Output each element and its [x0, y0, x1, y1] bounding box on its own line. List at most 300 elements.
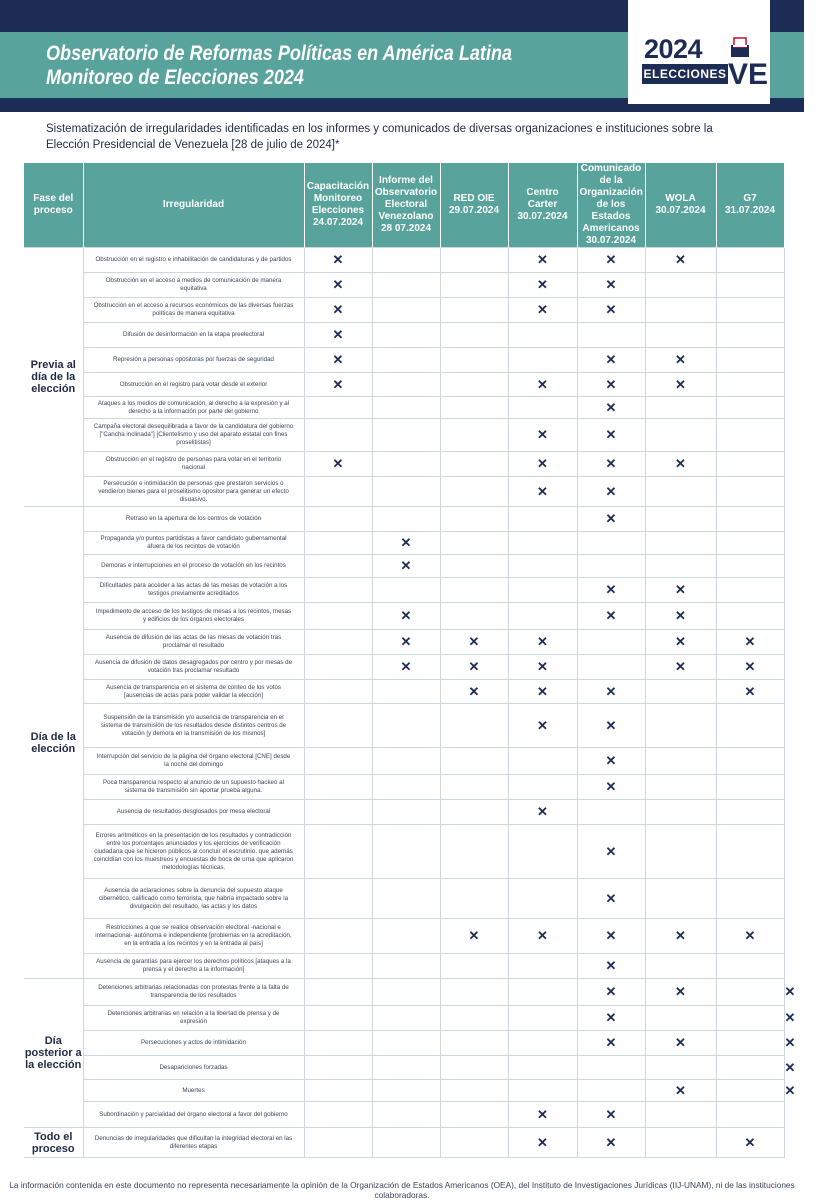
empty-cell: [440, 954, 508, 979]
x-mark-icon: ✕: [577, 979, 645, 1006]
empty-cell: [372, 800, 440, 825]
empty-cell: [508, 578, 577, 603]
empty-cell: [372, 507, 440, 532]
empty-cell: [372, 1128, 440, 1158]
empty-cell: [372, 1080, 440, 1102]
empty-cell: [716, 477, 784, 507]
empty-cell: [716, 532, 784, 555]
empty-cell: [304, 748, 372, 775]
x-mark-icon: ✕: [304, 273, 372, 298]
empty-cell: [372, 879, 440, 919]
empty-cell: [440, 775, 508, 800]
empty-cell: [372, 775, 440, 800]
empty-cell: [577, 630, 645, 655]
x-mark-icon: ✕: [577, 419, 645, 452]
x-mark-icon: ✕: [645, 348, 716, 373]
empty-cell: [577, 1080, 645, 1102]
x-mark-icon: ✕: [508, 452, 577, 477]
empty-cell: [440, 323, 508, 348]
x-mark-icon: ✕: [577, 879, 645, 919]
table-row: [24, 655, 784, 680]
x-mark-icon: ✕: [508, 477, 577, 507]
footer-disclaimer: La información contenida en este documento no representa necesariamente la opinión de la Organización de Estados Americanos (OEA), del Instituto de Investigaciones Jurídicas (IIJ-UNAM), ni de las instituciones colaboradoras.: [9, 1180, 795, 1200]
empty-cell: [645, 879, 716, 919]
x-mark-icon: ✕: [577, 603, 645, 630]
empty-cell: [508, 825, 577, 879]
empty-cell: [440, 452, 508, 477]
x-mark-icon: ✕: [508, 919, 577, 954]
irregularity-text: Ausencia de transparencia en el sistema de conteo de los votos [ausencias de actas para poder validar la elección]: [83, 680, 304, 704]
empty-cell: [440, 298, 508, 323]
empty-cell: [645, 704, 716, 748]
empty-cell: [716, 452, 784, 477]
empty-cell: [440, 248, 508, 273]
irregularity-text: Impedimento de acceso de los testigos de mesas a los recintos, mesas y edificios de los órganos electorales: [83, 603, 304, 630]
x-mark-icon: ✕: [304, 348, 372, 373]
empty-cell: [440, 1102, 508, 1128]
phase-label: Día de la elección: [24, 507, 83, 979]
x-mark-icon: ✕: [577, 1128, 645, 1158]
empty-cell: [577, 555, 645, 578]
header-source-2: Informe del Observatorio Electoral Venezolano 28 07.2024: [372, 163, 440, 248]
irregularity-text: Obstrucción en el registro para votar desde el exterior: [83, 373, 304, 397]
irregularity-text: Propaganda y/o puntos partidistas a favor candidato gubernamental afuera de los recintos de votación: [83, 532, 304, 555]
phase-label: Previa al día de la elección: [24, 248, 83, 507]
empty-cell: [716, 248, 784, 273]
irregularity-text: Represión a personas opositoras por fuerzas de seguridad: [83, 348, 304, 373]
x-mark-icon: ✕: [440, 655, 508, 680]
empty-cell: [716, 954, 784, 979]
empty-cell: [716, 507, 784, 532]
empty-cell: [304, 1056, 372, 1080]
empty-cell: [508, 555, 577, 578]
empty-cell: [508, 507, 577, 532]
empty-cell: [716, 578, 784, 603]
empty-cell: [716, 748, 784, 775]
empty-cell: [645, 1128, 716, 1158]
empty-cell: [645, 1056, 716, 1080]
empty-cell: [716, 1056, 784, 1080]
empty-cell: [372, 397, 440, 419]
irregularity-text: Desapariciones forzadas: [83, 1056, 304, 1080]
table-row: [24, 298, 784, 323]
irregularities-table-wrap: [24, 163, 839, 1158]
x-mark-icon: ✕: [645, 578, 716, 603]
document-subtitle: Sistematización de irregularidades identificadas en los informes y comunicados de diversas organizaciones e instituciones sobre la Elección Presidencial de Venezuela [28 de julio de 2024]*: [46, 123, 713, 151]
x-mark-icon: ✕: [645, 1080, 716, 1102]
empty-cell: [645, 532, 716, 555]
x-mark-icon: ✕: [577, 507, 645, 532]
empty-cell: [440, 1031, 508, 1056]
empty-cell: [645, 775, 716, 800]
x-mark-icon: ✕: [304, 298, 372, 323]
empty-cell: [440, 373, 508, 397]
table-row: [24, 1128, 784, 1158]
empty-cell: [508, 775, 577, 800]
table-row: [24, 704, 784, 748]
empty-cell: [716, 348, 784, 373]
empty-cell: [440, 1056, 508, 1080]
table-row: [24, 954, 784, 979]
empty-cell: [508, 397, 577, 419]
irregularity-text: Ausencia de aclaraciones sobre la denuncia del supuesto ataque cibernético, calificado como terrorista, que habría impactado sobre la divulgación del resultado, las actas y los datos: [83, 879, 304, 919]
x-mark-icon: ✕: [577, 397, 645, 419]
x-mark-icon: ✕: [508, 419, 577, 452]
empty-cell: [508, 532, 577, 555]
empty-cell: [440, 578, 508, 603]
empty-cell: [645, 825, 716, 879]
irregularity-text: Obstrucción en el acceso a medios de comunicación de manera equitativa: [83, 273, 304, 298]
table-row: Día posterior a la elección Detenciones arbitrarias relacionadas con protestas frente a la falta de transparencia de los resultados ✕ ✕ ✕: [24, 979, 784, 1006]
empty-cell: [716, 397, 784, 419]
header-source-4: Centro Carter 30.07.2024: [508, 163, 577, 248]
irregularity-text: Obstrucción en el registro de personas para votar en el territorio nacional: [83, 452, 304, 477]
empty-cell: [372, 452, 440, 477]
empty-cell: [645, 555, 716, 578]
x-mark-icon: ✕: [645, 373, 716, 397]
x-mark-icon: ✕: [577, 1031, 645, 1056]
irregularity-text: Ausencia de garantías para ejercer los derechos políticos [ataques a la prensa y el derecho a la información]: [83, 954, 304, 979]
empty-cell: [440, 1080, 508, 1102]
x-mark-icon: ✕: [508, 1128, 577, 1158]
x-mark-icon: ✕: [577, 452, 645, 477]
empty-cell: [645, 1102, 716, 1128]
x-mark-icon: ✕: [508, 373, 577, 397]
empty-cell: [508, 1080, 577, 1102]
empty-cell: [716, 879, 784, 919]
empty-cell: [508, 348, 577, 373]
empty-cell: [645, 507, 716, 532]
irregularity-text: Demoras e interrupciones en el proceso de votación en los recintos: [83, 555, 304, 578]
irregularity-text: Persecuciones y actos de intimidación: [83, 1031, 304, 1056]
x-mark-icon: ✕: [577, 748, 645, 775]
empty-cell: [372, 680, 440, 704]
header-source-5: Comunicado de la Organización de los Estados Americanos 30.07.2024: [577, 163, 645, 248]
table-row: Desapariciones forzadas ✕: [24, 1056, 784, 1080]
x-mark-icon: ✕: [645, 979, 716, 1006]
empty-cell: [372, 419, 440, 452]
x-mark-icon: ✕: [304, 452, 372, 477]
x-mark-icon: ✕: [577, 273, 645, 298]
empty-cell: [304, 507, 372, 532]
empty-cell: [440, 477, 508, 507]
table-row: [24, 452, 784, 477]
x-mark-icon: ✕: [645, 1031, 716, 1056]
empty-cell: [372, 348, 440, 373]
title-line-1: Observatorio de Reformas Políticas en América Latina: [46, 42, 513, 65]
x-mark-icon: ✕: [440, 630, 508, 655]
empty-cell: [372, 919, 440, 954]
empty-cell: [716, 298, 784, 323]
empty-cell: [440, 419, 508, 452]
empty-cell: [440, 800, 508, 825]
table-row: [24, 748, 784, 775]
empty-cell: [508, 748, 577, 775]
empty-cell: [645, 477, 716, 507]
x-mark-icon: ✕: [508, 1102, 577, 1128]
empty-cell: [372, 298, 440, 323]
x-mark-icon: ✕: [577, 825, 645, 879]
empty-cell: [645, 748, 716, 775]
x-mark-icon: ✕: [577, 578, 645, 603]
x-mark-icon: ✕: [716, 919, 784, 954]
empty-cell: [716, 323, 784, 348]
table-row: [24, 348, 784, 373]
irregularity-text: Persecución e intimidación de personas que prestaron servicios o vendieron bienes para el proselitismo opositor para generar un efecto disuasivo.: [83, 477, 304, 507]
empty-cell: [304, 954, 372, 979]
logo-year: 2024: [644, 34, 703, 64]
empty-cell: [372, 1031, 440, 1056]
empty-cell: [508, 603, 577, 630]
empty-cell: [304, 397, 372, 419]
empty-cell: [716, 273, 784, 298]
empty-cell: [440, 979, 508, 1006]
empty-cell: [716, 419, 784, 452]
empty-cell: [440, 555, 508, 578]
empty-cell: [372, 704, 440, 748]
table-row: [24, 397, 784, 419]
header-source-3: RED OIE 29.07.2024: [440, 163, 508, 248]
x-mark-icon: ✕: [645, 655, 716, 680]
irregularity-text: Errores aritméticos en la presentación de los resultados y contradicción entre los porcentajes anunciados y los ejercicios de verificación ciudadana que se hicieron públicos al concluir el escrutinio, que además coincidían con los muestreos y encuestas de boca de urna que aplicaron metodologías técnicas.: [83, 825, 304, 879]
table-row: Detenciones arbitrarias en relación a la libertad de prensa y de expresión ✕ ✕: [24, 1006, 784, 1031]
table-row: [24, 477, 784, 507]
empty-cell: [716, 1006, 784, 1031]
empty-cell: [508, 1056, 577, 1080]
x-mark-icon: ✕: [372, 532, 440, 555]
empty-cell: [716, 373, 784, 397]
table-row: [24, 630, 784, 655]
empty-cell: [645, 397, 716, 419]
empty-cell: [304, 879, 372, 919]
irregularity-text: Muertes: [83, 1080, 304, 1102]
irregularity-text: Detenciones arbitrarias en relación a la libertad de prensa y de expresión: [83, 1006, 304, 1031]
x-mark-icon: ✕: [577, 348, 645, 373]
empty-cell: [372, 979, 440, 1006]
empty-cell: [716, 825, 784, 879]
empty-cell: [508, 1031, 577, 1056]
empty-cell: [372, 578, 440, 603]
empty-cell: [372, 373, 440, 397]
empty-cell: [304, 555, 372, 578]
empty-cell: [304, 1080, 372, 1102]
irregularity-text: Restricciones a que se realice observación electoral -nacional e internacional- autónoma e independiente [problemas en la acreditación, en la entrada a los recintos y en la entrada al país]: [83, 919, 304, 954]
empty-cell: [372, 825, 440, 879]
table-header-row: Fase del proceso Irregularidad Capacitación Monitoreo Elecciones 24.07.2024 Informe del Observatorio Electoral Venezolano 28 07.2024 RED OIE 29.07.2024 Centro Carter 30.07.2024 Comunicado de la Organización de los Estados Americanos 30.07.2024 WOLA 30.07.2024 G7 31.07.2024 Foro Penal 31.07.2024I: [24, 163, 784, 248]
x-mark-icon: ✕: [577, 704, 645, 748]
empty-cell: [645, 419, 716, 452]
empty-cell: [372, 477, 440, 507]
x-mark-icon: ✕: [440, 919, 508, 954]
empty-cell: [372, 748, 440, 775]
empty-cell: [304, 979, 372, 1006]
irregularity-text: Poca transparencia respecto al anuncio de un supuesto hackeo al sistema de transmisión sin aportar prueba alguna.: [83, 775, 304, 800]
x-mark-icon: ✕: [645, 248, 716, 273]
empty-cell: [304, 532, 372, 555]
table-row: [24, 248, 784, 273]
x-mark-icon: ✕: [372, 603, 440, 630]
empty-cell: [304, 1031, 372, 1056]
empty-cell: [304, 630, 372, 655]
table-row: [24, 419, 784, 452]
table-row: [24, 879, 784, 919]
table-row: [24, 800, 784, 825]
empty-cell: [645, 680, 716, 704]
x-mark-icon: ✕: [577, 298, 645, 323]
empty-cell: [508, 979, 577, 1006]
table-row: [24, 775, 784, 800]
x-mark-icon: ✕: [716, 680, 784, 704]
empty-cell: [304, 419, 372, 452]
irregularity-text: Ausencia de difusión de datos desagregados por centro y por mesas de votación tras proclamar resultado: [83, 655, 304, 680]
x-mark-icon: ✕: [645, 452, 716, 477]
irregularity-text: Difusión de desinformación en la etapa preelectoral: [83, 323, 304, 348]
irregularity-text: Campaña electoral desequilibrada a favor de la candidatura del gobierno ["Cancha inclinada"] [Clientelismo y uso del aparato estatal con fines proselitistas]: [83, 419, 304, 452]
empty-cell: [372, 1056, 440, 1080]
empty-cell: [304, 919, 372, 954]
x-mark-icon: ✕: [372, 655, 440, 680]
table-row: Muertes ✕ ✕: [24, 1080, 784, 1102]
empty-cell: [304, 1128, 372, 1158]
irregularity-text: Ausencia de resultados desglosados por mesa electoral: [83, 800, 304, 825]
x-mark-icon: ✕: [440, 680, 508, 704]
x-mark-icon: ✕: [304, 373, 372, 397]
x-mark-icon: ✕: [577, 248, 645, 273]
empty-cell: [716, 704, 784, 748]
empty-cell: [645, 298, 716, 323]
x-mark-icon: ✕: [577, 373, 645, 397]
table-row: [24, 603, 784, 630]
empty-cell: [577, 1056, 645, 1080]
empty-cell: [440, 748, 508, 775]
empty-cell: [577, 323, 645, 348]
empty-cell: [440, 825, 508, 879]
empty-cell: [440, 273, 508, 298]
empty-cell: [440, 1006, 508, 1031]
empty-cell: [440, 603, 508, 630]
x-mark-icon: ✕: [577, 919, 645, 954]
irregularities-table: [24, 163, 839, 1158]
empty-cell: [304, 825, 372, 879]
irregularity-text: Ataques a los medios de comunicación, al derecho a la expresión y al derecho a la información por parte del gobierno: [83, 397, 304, 419]
x-mark-icon: ✕: [508, 273, 577, 298]
irregularity-text: Retraso en la apertura de los centros de votación: [83, 507, 304, 532]
empty-cell: [645, 954, 716, 979]
empty-cell: [716, 555, 784, 578]
x-mark-icon: ✕: [508, 704, 577, 748]
irregularity-text: Detenciones arbitrarias relacionadas con protestas frente a la falta de transparencia de los resultados: [83, 979, 304, 1006]
x-mark-icon: ✕: [508, 680, 577, 704]
table-body: [24, 248, 796, 1158]
table-row: [24, 323, 784, 348]
header-source-6: WOLA 30.07.2024: [645, 163, 716, 248]
empty-cell: [304, 800, 372, 825]
irregularity-text: Interrupción del servicio de la página del órgano electoral [CNE] desde la noche del domingo: [83, 748, 304, 775]
header-phase: Fase del proceso: [24, 163, 83, 248]
empty-cell: [508, 879, 577, 919]
x-mark-icon: ✕: [304, 248, 372, 273]
logo-suffix: VE: [728, 58, 769, 91]
irregularity-text: Obstrucción en el acceso a recursos económicos de las diversas fuerzas políticas de manera equitativa: [83, 298, 304, 323]
page-title: [46, 42, 512, 90]
empty-cell: [304, 1006, 372, 1031]
empty-cell: [304, 603, 372, 630]
table-row: [24, 1102, 784, 1128]
empty-cell: [304, 680, 372, 704]
empty-cell: [440, 704, 508, 748]
empty-cell: [304, 775, 372, 800]
table-row: [24, 578, 784, 603]
empty-cell: [716, 800, 784, 825]
x-mark-icon: ✕: [304, 323, 372, 348]
x-mark-icon: ✕: [716, 630, 784, 655]
empty-cell: [440, 397, 508, 419]
x-mark-icon: ✕: [508, 655, 577, 680]
empty-cell: [372, 1006, 440, 1031]
empty-cell: [372, 323, 440, 348]
x-mark-icon: ✕: [577, 1006, 645, 1031]
irregularity-text: Obstrucción en el registro e inhabilitación de candidaturas y de partidos: [83, 248, 304, 273]
x-mark-icon: ✕: [508, 630, 577, 655]
empty-cell: [304, 578, 372, 603]
x-mark-icon: ✕: [508, 298, 577, 323]
empty-cell: [440, 532, 508, 555]
irregularity-text: Denuncias de irregularidades que dificultan la integridad electoral en las diferentes etapas: [83, 1128, 304, 1158]
empty-cell: [508, 954, 577, 979]
table-row: [24, 532, 784, 555]
table-row: [24, 507, 784, 532]
table-row: [24, 273, 784, 298]
table-row: [24, 373, 784, 397]
empty-cell: [304, 704, 372, 748]
empty-cell: [577, 800, 645, 825]
x-mark-icon: ✕: [577, 1102, 645, 1128]
irregularity-text: Ausencia de difusión de las actas de las mesas de votación tras proclamar el resultado: [83, 630, 304, 655]
empty-cell: [645, 1006, 716, 1031]
header-source-7: G7 31.07.2024: [716, 163, 784, 248]
empty-cell: [716, 1102, 784, 1128]
empty-cell: [716, 1031, 784, 1056]
logo-label: ELECCIONES: [642, 64, 728, 84]
empty-cell: [716, 603, 784, 630]
title-line-2: Monitoreo de Elecciones 2024: [46, 66, 304, 89]
x-mark-icon: ✕: [372, 630, 440, 655]
x-mark-icon: ✕: [508, 248, 577, 273]
irregularity-text: Suspensión de la transmisión y/o ausencia de transparencia en el sistema de transmisión de los resultados desde distintos centros de votación [y demora en la transmisión de los mismos]: [83, 704, 304, 748]
empty-cell: [372, 248, 440, 273]
x-mark-icon: ✕: [645, 603, 716, 630]
x-mark-icon: ✕: [645, 630, 716, 655]
x-mark-icon: ✕: [577, 477, 645, 507]
empty-cell: [372, 954, 440, 979]
empty-cell: [304, 1102, 372, 1128]
empty-cell: [716, 1080, 784, 1102]
empty-cell: [304, 477, 372, 507]
header-irregularity: Irregularidad: [83, 163, 304, 248]
table-row: [24, 680, 784, 704]
empty-cell: [645, 800, 716, 825]
empty-cell: [645, 323, 716, 348]
empty-cell: [716, 775, 784, 800]
table-row: [24, 919, 784, 954]
phase-label: Todo el proceso: [24, 1128, 83, 1158]
empty-cell: [440, 879, 508, 919]
x-mark-icon: ✕: [645, 919, 716, 954]
empty-cell: [577, 655, 645, 680]
irregularity-text: Subordinación y parcialidad del órgano electoral a favor del gobierno: [83, 1102, 304, 1128]
irregularity-text: Dificultades para acceder a las actas de las mesas de votación a los testigos previamente acreditados: [83, 578, 304, 603]
x-mark-icon: ✕: [577, 680, 645, 704]
